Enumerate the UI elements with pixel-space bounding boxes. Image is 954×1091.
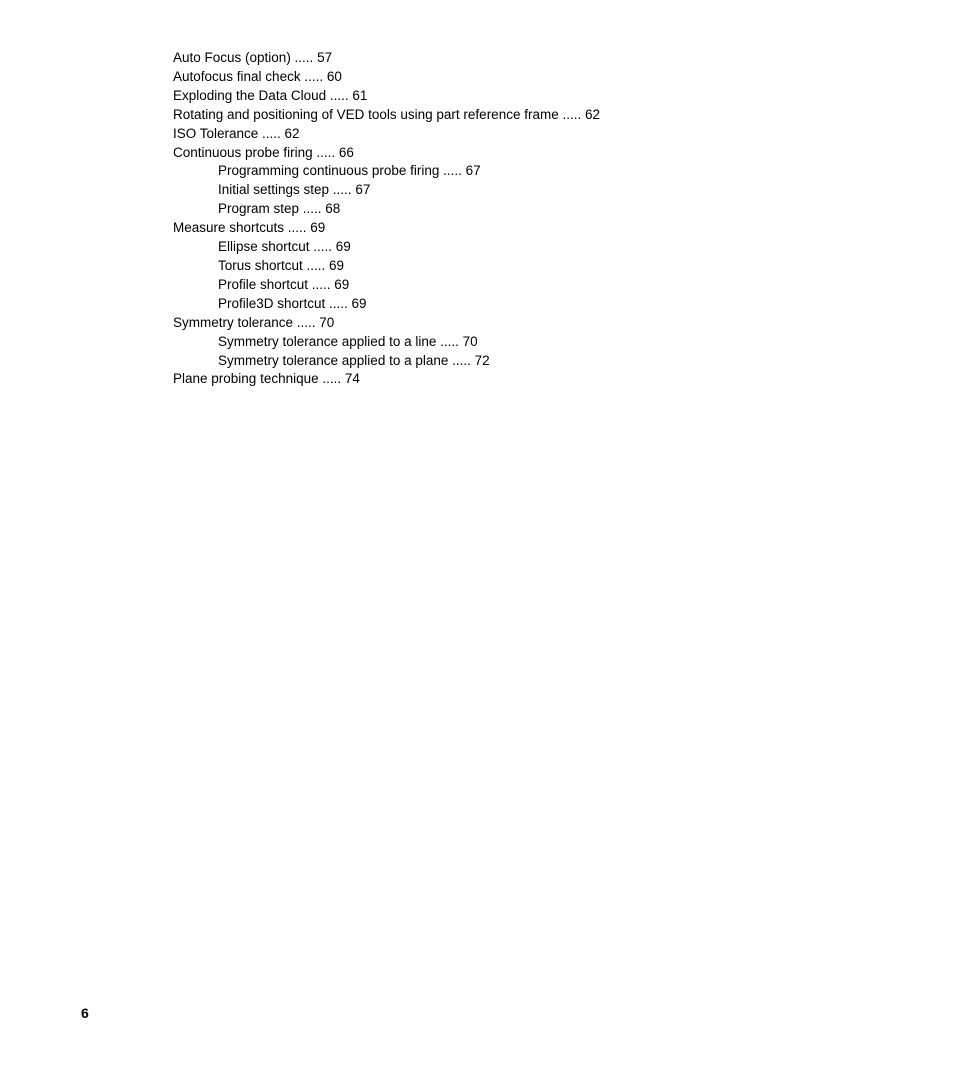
toc-subentry[interactable]: Profile shortcut ..... 69 <box>218 276 350 292</box>
toc-entry[interactable]: Symmetry tolerance ..... 70 <box>173 314 335 330</box>
toc-entry[interactable]: ISO Tolerance ..... 62 <box>173 125 300 141</box>
toc-subentry[interactable]: Symmetry tolerance applied to a plane ..... 72 <box>218 352 490 368</box>
toc-entry[interactable]: Plane probing technique ..... 74 <box>173 371 360 387</box>
table-of-contents <box>173 49 873 389</box>
toc-entry[interactable]: Rotating and positioning of VED tools using part reference frame ..... 62 <box>173 106 600 122</box>
toc-subentry[interactable]: Profile3D shortcut ..... 69 <box>218 295 367 311</box>
toc-subentry[interactable]: Symmetry tolerance applied to a line ..... 70 <box>218 333 478 349</box>
toc-entry[interactable]: Autofocus final check ..... 60 <box>173 68 342 84</box>
toc-entry[interactable]: Exploding the Data Cloud ..... 61 <box>173 87 368 103</box>
toc-entry[interactable]: Measure shortcuts ..... 69 <box>173 220 326 236</box>
toc-subentry[interactable]: Ellipse shortcut ..... 69 <box>218 239 351 255</box>
toc-subentry[interactable]: Initial settings step ..... 67 <box>218 182 371 198</box>
toc-entry[interactable]: Continuous probe firing ..... 66 <box>173 144 354 160</box>
toc-subentry[interactable]: Programming continuous probe firing ..... 67 <box>218 163 481 179</box>
toc-entry[interactable]: Auto Focus (option) ..... 57 <box>173 50 333 65</box>
page-number: 6 <box>81 1005 89 1021</box>
toc-subentry[interactable]: Torus shortcut ..... 69 <box>218 257 345 273</box>
toc-subentry[interactable]: Program step ..... 68 <box>218 201 341 217</box>
